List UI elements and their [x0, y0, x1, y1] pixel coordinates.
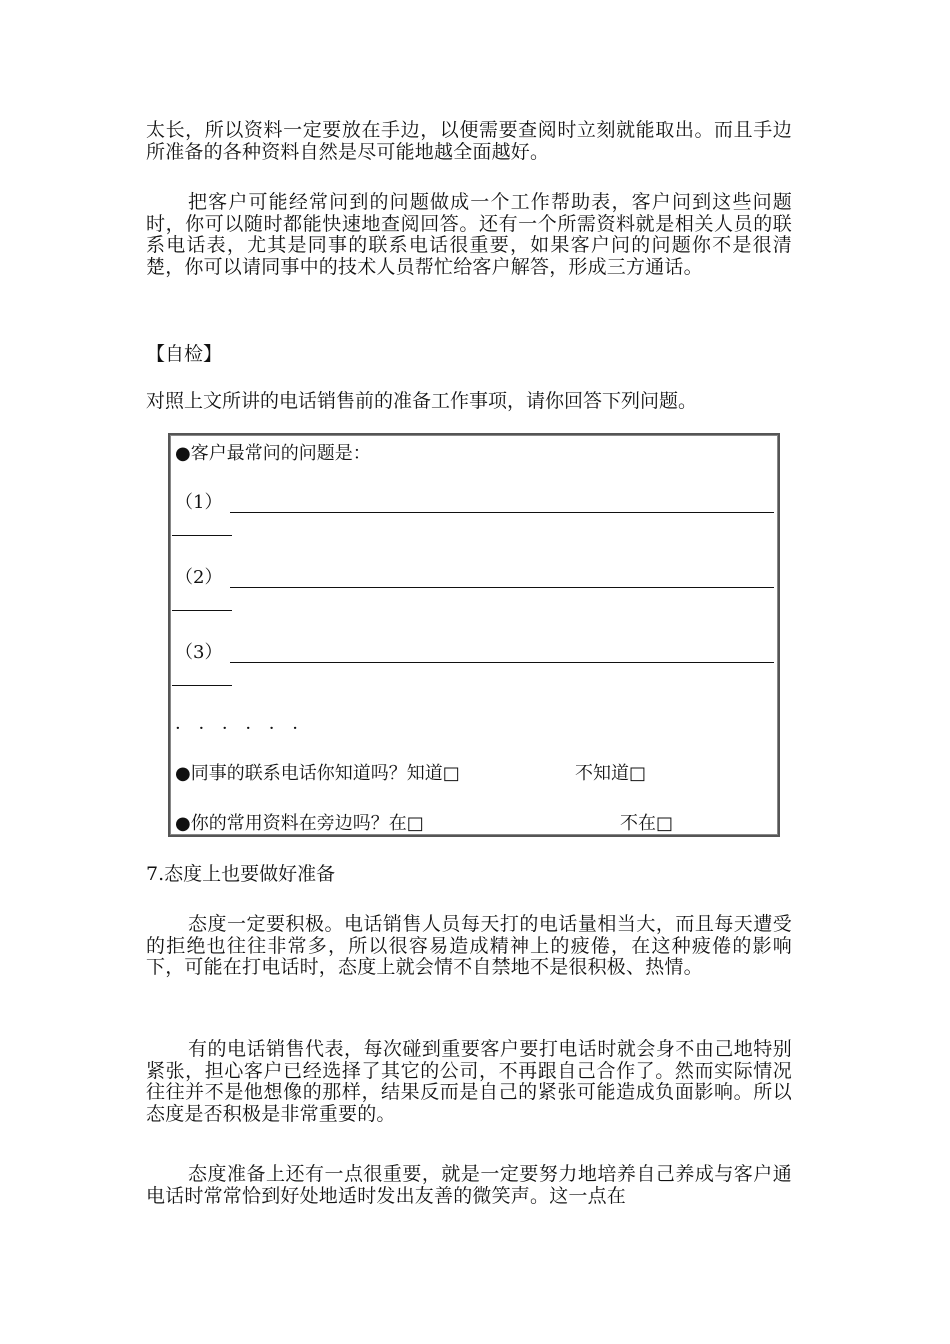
self-check-intro: 对照上文所讲的电话销售前的准备工作事项，请你回答下列问题。	[146, 390, 698, 412]
answer-label-1: （1）	[175, 492, 223, 513]
materials-question: ●你的常用资料在旁边吗？在□	[175, 813, 424, 834]
paragraph-attitude: 态度一定要积极。电话销售人员每天打的电话量相当大，而且每天遭受的拒绝也往往非常多，所以很容易造成精神上的疲倦，在这种疲倦的影响下，可能在打电话时，态度上就会情不自禁地不是很积极、热情。	[146, 913, 792, 978]
paragraph-smile: 态度准备上还有一点很重要，就是一定要努力地培养自己养成与客户通电话时常常恰到好处地适时发出友善的微笑声。这一点在	[146, 1163, 792, 1207]
answer-label-2: （2）	[175, 567, 223, 588]
paragraph-tension: 有的电话销售代表，每次碰到重要客户要打电话时就会身不由己地特别紧张，担心客户已经选择了其它的公司，不再跟自己合作了。然而实际情况往往并不是他想像的那样，结果反而是自己的紧张可能造成负面影响。所以态度是否积极是非常重要的。	[146, 1038, 792, 1125]
self-check-box	[168, 433, 780, 837]
answer-line-2[interactable]	[230, 587, 774, 588]
answer-line-1-continued[interactable]	[172, 535, 232, 536]
section-7-heading: 7.态度上也要做好准备	[146, 863, 336, 885]
ellipsis: · · · · · ·	[175, 718, 304, 739]
self-check-heading: 【自检】	[146, 343, 223, 365]
answer-line-2-continued[interactable]	[172, 610, 232, 611]
colleague-phone-question: ●同事的联系电话你知道吗？知道□	[175, 763, 460, 784]
frequent-questions-title: ●客户最常问的问题是：	[175, 443, 371, 464]
colleague-phone-no-option[interactable]: 不知道□	[575, 763, 647, 784]
paragraph-resources: 太长，所以资料一定要放在手边，以便需要查阅时立刻就能取出。而且手边所准备的各种资料自然是尽可能地越全面越好。	[146, 119, 792, 163]
materials-not-nearby-option[interactable]: 不在□	[620, 813, 674, 834]
answer-line-1[interactable]	[230, 512, 774, 513]
answer-line-3[interactable]	[230, 662, 774, 663]
answer-line-3-continued[interactable]	[172, 685, 232, 686]
paragraph-help-sheet: 把客户可能经常问到的问题做成一个工作帮助表，客户问到这些问题时，你可以随时都能快速地查阅回答。还有一个所需资料就是相关人员的联系电话表，尤其是同事的联系电话很重要，如果客户问的问题你不是很清楚，你可以请同事中的技术人员帮忙给客户解答，形成三方通话。	[146, 191, 792, 278]
answer-label-3: （3）	[175, 642, 223, 663]
